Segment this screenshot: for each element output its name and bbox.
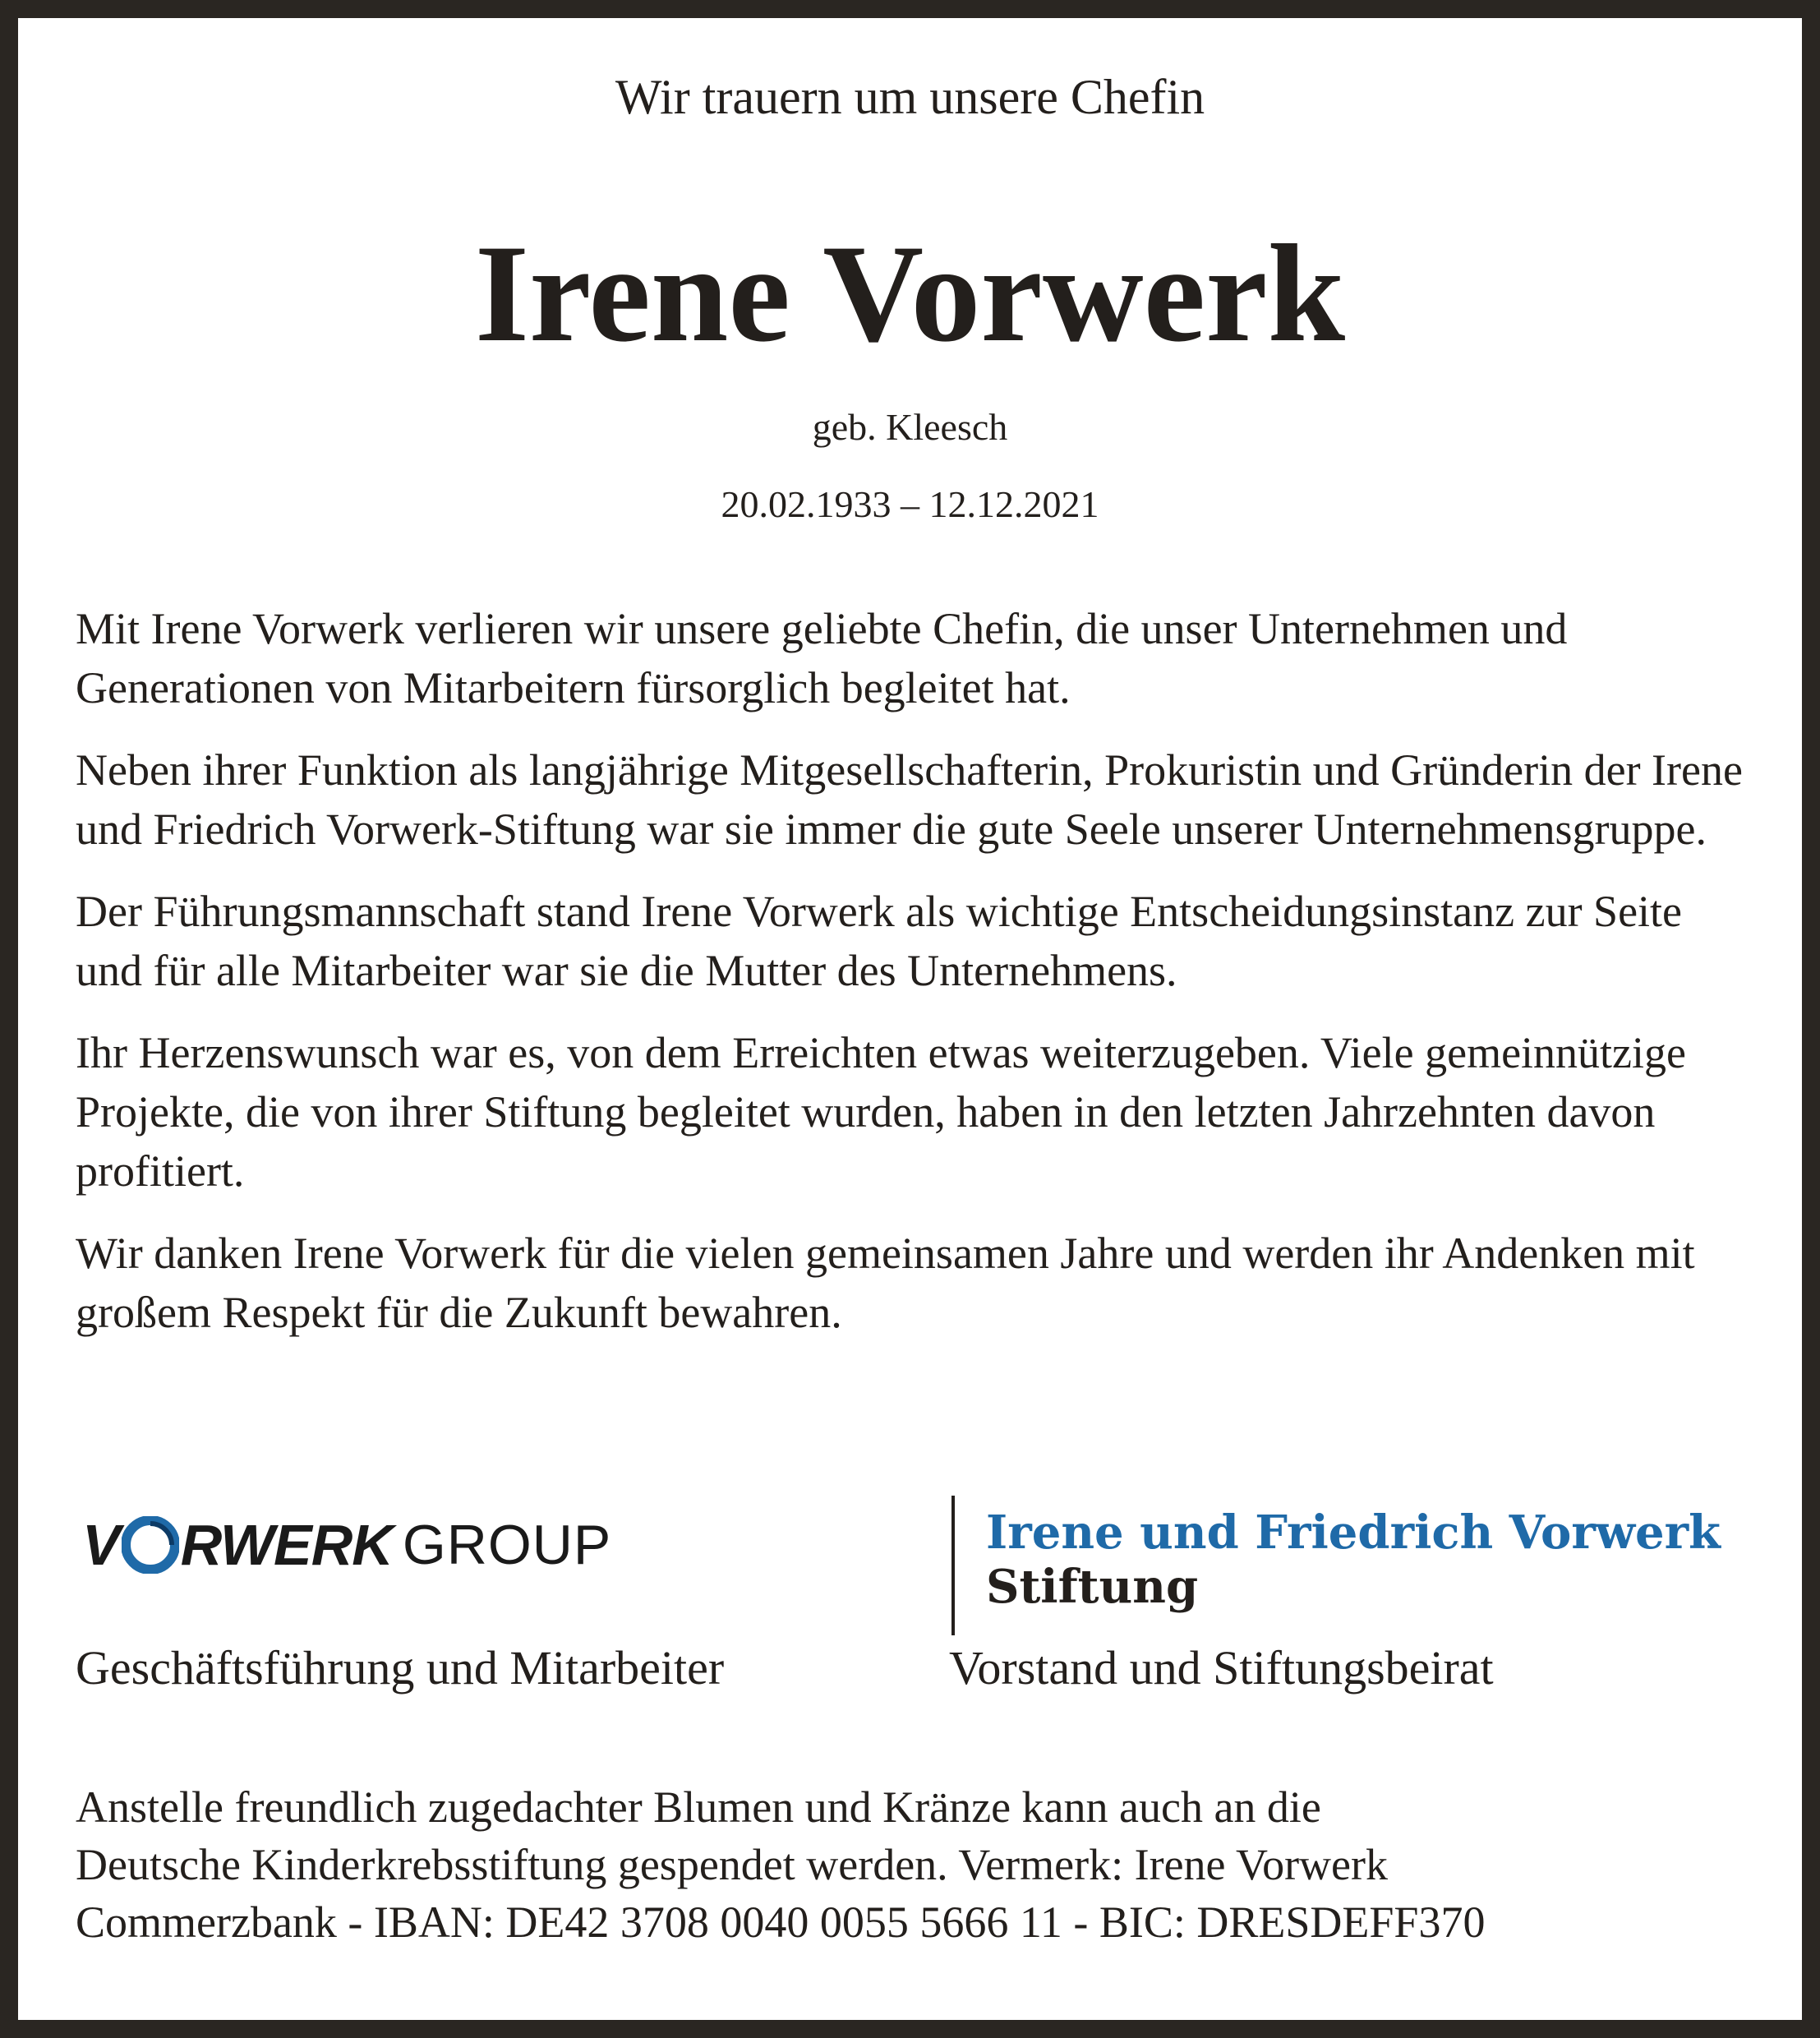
vorwerk-wordmark [82,1512,393,1578]
donation-line: Deutsche Kinderkrebsstiftung gespendet werden. Vermerk: Irene Vorwerk [76,1840,1389,1889]
foundation-name: Irene und Friedrich Vorwerk [986,1505,1721,1560]
logo-divider [951,1496,955,1635]
donation-notice [76,1778,1752,1951]
donation-line: Anstelle freundlich zugedachter Blumen und Kränze kann auch an die [76,1782,1321,1832]
paragraph: Neben ihrer Funktion als langjährige Mitgesellschafterin, Prokuristin und Gründerin der Irene und Friedrich Vorwerk-Stiftung war sie immer die gute Seele unserer Unternehmensgruppe. [76,745,1743,854]
paragraph: Mit Irene Vorwerk verlieren wir unsere geliebte Chefin, die unser Unternehmen und Generationen von Mitarbeitern fürsorglich begleitet hat. [76,604,1568,712]
vorwerk-wordmark-rest: RWERK [180,1513,393,1577]
signature-foundation: Vorstand und Stiftungsbeirat [949,1641,1494,1694]
obituary-body [76,599,1752,1365]
donation-line: Commerzbank - IBAN: DE42 3708 0040 0055 5666 11 - BIC: DRESDEFF370 [76,1897,1486,1947]
paragraph: Der Führungsmannschaft stand Irene Vorwerk als wichtige Entscheidungsinstanz zur Seite und für alle Mitarbeiter war sie die Mutter des Unternehmens. [76,887,1683,995]
paragraph: Wir danken Irene Vorwerk für die vielen gemeinsamen Jahre und werden ihr Andenken mit großem Respekt für die Zukunft bewahren. [76,1229,1695,1337]
vorwerk-group-text: GROUP [402,1514,612,1576]
vorwerk-o-logo-icon [122,1516,179,1574]
intro-line: Wir trauern um unsere Chefin [615,70,1205,124]
vorwerk-group-logo [82,1512,611,1578]
birth-name: geb. Kleesch [812,406,1008,448]
foundation-label: Stiftung [986,1560,1199,1614]
deceased-name: Irene Vorwerk [474,216,1346,371]
life-dates: 20.02.1933 – 12.12.2021 [721,483,1099,525]
signature-company: Geschäftsführung und Mitarbeiter [76,1641,725,1694]
paragraph: Ihr Herzenswunsch war es, von dem Erreichten etwas weiterzugeben. Viele gemeinnützige Projekte, die von ihrer Stiftung begleitet wurden, haben in den letzten Jahrzehnten davon profitiert. [76,1028,1686,1196]
vorwerk-wordmark-v: V [82,1513,120,1577]
foundation-logo [986,1505,1721,1614]
